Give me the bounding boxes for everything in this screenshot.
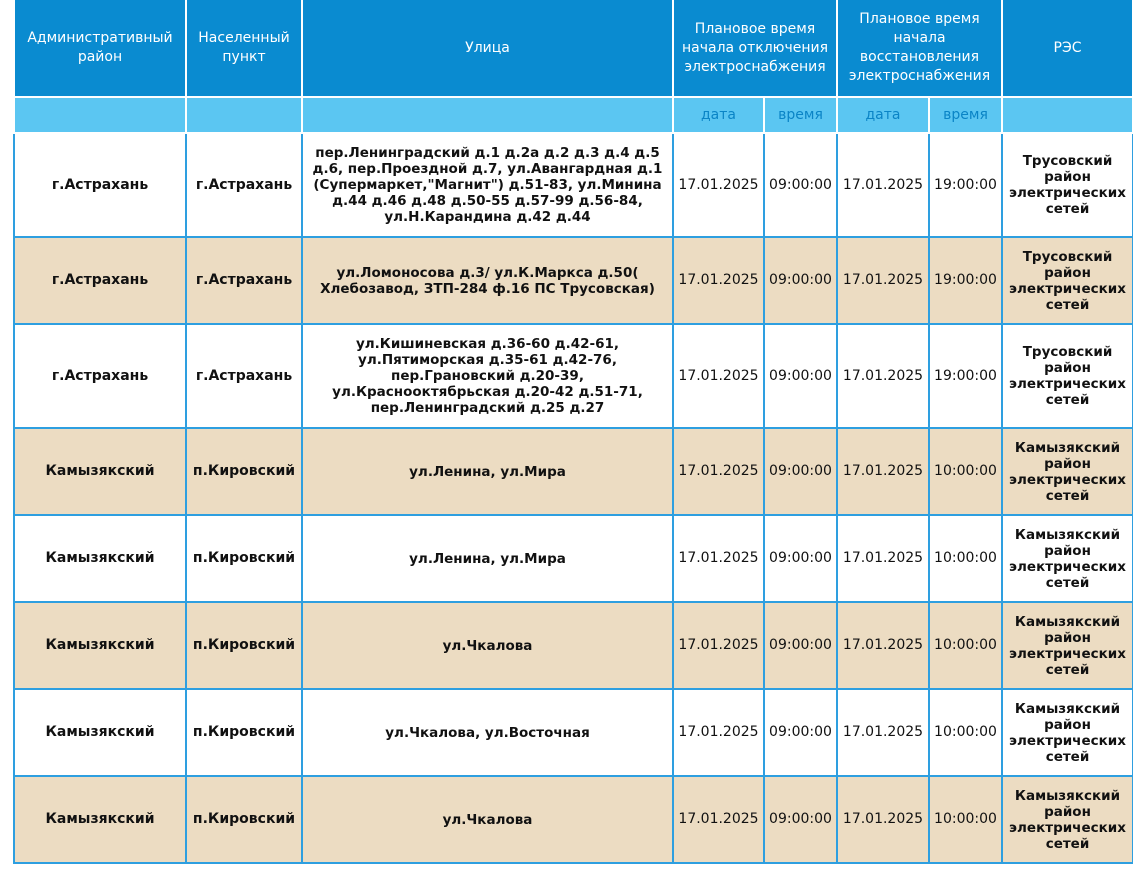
header-off-time: Плановое время начала отключения электроснабжения [673,0,837,97]
cell-res: Трусовский район электрических сетей [1002,237,1133,324]
cell-locality: г.Астрахань [186,133,302,237]
subheader-row [14,97,1133,133]
cell-street: ул.Чкалова [302,776,673,863]
table-row [14,515,1133,602]
cell-on-time: 19:00:00 [929,237,1002,324]
cell-on-date: 17.01.2025 [837,689,929,776]
subheader-on-time: время [929,97,1002,133]
cell-off-date: 17.01.2025 [673,237,764,324]
cell-on-time: 10:00:00 [929,602,1002,689]
cell-district: Камызякский [14,689,186,776]
cell-off-time: 09:00:00 [764,515,837,602]
outage-schedule-table [13,0,1133,864]
cell-res: Камызякский район электрических сетей [1002,602,1133,689]
header-district: Административный район [14,0,186,97]
cell-off-date: 17.01.2025 [673,324,764,428]
cell-on-date: 17.01.2025 [837,515,929,602]
cell-off-time: 09:00:00 [764,776,837,863]
cell-street: ул.Чкалова, ул.Восточная [302,689,673,776]
cell-street: ул.Кишиневская д.36-60 д.42-61, ул.Пятиморская д.35-61 д.42-76, пер.Грановский д.20-39, ул.Краснооктябрьская д.20-42 д.51-71, пер.Ленинградский д.25 д.27 [302,324,673,428]
cell-on-date: 17.01.2025 [837,324,929,428]
cell-off-date: 17.01.2025 [673,133,764,237]
cell-res: Трусовский район электрических сетей [1002,324,1133,428]
cell-on-time: 10:00:00 [929,689,1002,776]
cell-off-date: 17.01.2025 [673,428,764,515]
subheader-empty [14,97,186,133]
cell-locality: г.Астрахань [186,324,302,428]
cell-off-time: 09:00:00 [764,602,837,689]
cell-res: Камызякский район электрических сетей [1002,428,1133,515]
cell-locality: п.Кировский [186,776,302,863]
table-row [14,689,1133,776]
cell-street: пер.Ленинградский д.1 д.2а д.2 д.3 д.4 д.5 д.6, пер.Проездной д.7, ул.Авангардная д.1 (Супермаркет,"Магнит") д.51-83, ул.Минина д.44 д.46 д.48 д.50-55 д.57-99 д.56-84, ул.Н.Карандина д.42 д.44 [302,133,673,237]
cell-res: Камызякский район электрических сетей [1002,689,1133,776]
cell-district: Камызякский [14,428,186,515]
cell-district: Камызякский [14,776,186,863]
table-row [14,237,1133,324]
header-street: Улица [302,0,673,97]
cell-on-date: 17.01.2025 [837,602,929,689]
cell-street: ул.Ленина, ул.Мира [302,515,673,602]
cell-district: г.Астрахань [14,324,186,428]
cell-on-date: 17.01.2025 [837,133,929,237]
cell-on-time: 10:00:00 [929,515,1002,602]
subheader-on-date: дата [837,97,929,133]
cell-off-time: 09:00:00 [764,133,837,237]
cell-street: ул.Ломоносова д.3/ ул.К.Маркса д.50( Хлебозавод, ЗТП-284 ф.16 ПС Трусовская) [302,237,673,324]
cell-off-date: 17.01.2025 [673,689,764,776]
header-row [14,0,1133,97]
cell-street: ул.Чкалова [302,602,673,689]
cell-off-time: 09:00:00 [764,237,837,324]
cell-res: Камызякский район электрических сетей [1002,515,1133,602]
cell-on-date: 17.01.2025 [837,237,929,324]
cell-on-date: 17.01.2025 [837,428,929,515]
table-row [14,776,1133,863]
subheader-off-time: время [764,97,837,133]
cell-off-date: 17.01.2025 [673,776,764,863]
cell-district: Камызякский [14,515,186,602]
table-row [14,602,1133,689]
cell-street: ул.Ленина, ул.Мира [302,428,673,515]
header-on-time: Плановое время начала восстановления электроснабжения [837,0,1002,97]
cell-locality: п.Кировский [186,515,302,602]
header-locality: Населенный пункт [186,0,302,97]
cell-off-time: 09:00:00 [764,689,837,776]
cell-res: Камызякский район электрических сетей [1002,776,1133,863]
cell-district: Камызякский [14,602,186,689]
cell-locality: п.Кировский [186,602,302,689]
cell-on-time: 19:00:00 [929,133,1002,237]
cell-off-time: 09:00:00 [764,428,837,515]
cell-off-date: 17.01.2025 [673,515,764,602]
subheader-empty [186,97,302,133]
cell-off-date: 17.01.2025 [673,602,764,689]
cell-res: Трусовский район электрических сетей [1002,133,1133,237]
cell-on-time: 10:00:00 [929,776,1002,863]
cell-off-time: 09:00:00 [764,324,837,428]
table-row [14,428,1133,515]
cell-on-date: 17.01.2025 [837,776,929,863]
subheader-off-date: дата [673,97,764,133]
cell-locality: г.Астрахань [186,237,302,324]
cell-on-time: 19:00:00 [929,324,1002,428]
table-row [14,324,1133,428]
subheader-empty [302,97,673,133]
subheader-empty [1002,97,1133,133]
table-row [14,133,1133,237]
header-res: РЭС [1002,0,1133,97]
cell-locality: п.Кировский [186,428,302,515]
cell-district: г.Астрахань [14,237,186,324]
cell-on-time: 10:00:00 [929,428,1002,515]
cell-district: г.Астрахань [14,133,186,237]
cell-locality: п.Кировский [186,689,302,776]
